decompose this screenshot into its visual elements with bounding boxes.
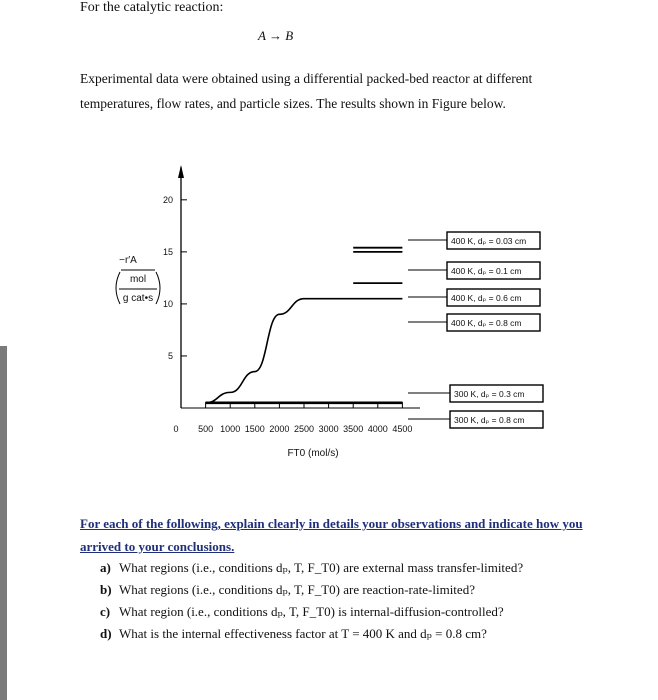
y-axis-rate-label: −r′A	[119, 255, 137, 266]
question-b	[100, 582, 475, 598]
problem-title: For the catalytic reaction:	[80, 0, 224, 15]
legend-entry: 300 K, dₚ = 0.8 cm	[454, 415, 525, 425]
question-a	[100, 560, 523, 576]
x-axis-label: FT0 (mol/s)	[287, 448, 339, 459]
question-b-label: b)	[100, 582, 112, 597]
question-d-text: What is the internal effectiveness factor at T = 400 K and dₚ = 0.8 cm?	[119, 626, 487, 641]
y-axis-units-numerator: mol	[129, 274, 147, 285]
legend-entry: 400 K, dₚ = 0.8 cm	[451, 318, 522, 328]
question-d-label: d)	[100, 626, 112, 641]
x-tick-label: 4000	[367, 424, 388, 434]
x-tick-label: 3000	[318, 424, 339, 434]
legend-entry: 400 K, dₚ = 0.03 cm	[451, 236, 527, 246]
reaction-equation: A → B	[258, 28, 294, 43]
question-c-label: c)	[100, 604, 111, 619]
x-tick-label: 2000	[269, 424, 290, 434]
x-tick-label: 500	[198, 424, 214, 434]
y-axis-arrow	[178, 165, 184, 178]
instruction-line-1: For each of the following, explain clearly in details your observations and indicate how you	[80, 516, 583, 531]
x-tick-label: 3500	[343, 424, 364, 434]
legend-entry: 300 K, dₚ = 0.3 cm	[454, 389, 525, 399]
x-tick-label: 1000	[220, 424, 241, 434]
instruction-line-2: arrived to your conclusions.	[80, 539, 235, 554]
y-tick-label: 10	[162, 298, 173, 309]
question-d	[100, 626, 487, 642]
x-tick-label: 2500	[293, 424, 315, 434]
x-tick-label: 1500	[244, 424, 265, 434]
question-a-text: What regions (i.e., conditions dₚ, T, F_T0) are external mass transfer-limited?	[119, 560, 524, 575]
y-axis-units-denominator: g cat•s	[122, 293, 154, 304]
y-tick-label: 20	[162, 194, 173, 205]
series-line-4	[206, 299, 403, 403]
question-c	[100, 604, 504, 620]
right-paren	[156, 272, 160, 304]
left-paren	[116, 272, 120, 304]
intro-line-1: Experimental data were obtained using a differential packed-bed reactor at different	[80, 71, 533, 86]
x-tick-label: 4500	[392, 424, 413, 434]
y-tick-label: 5	[167, 350, 173, 361]
question-a-label: a)	[100, 560, 111, 575]
intro-line-2: temperatures, flow rates, and particle sizes. The results shown in Figure below.	[80, 96, 506, 111]
y-tick-label: 15	[162, 246, 173, 257]
legend-entry: 400 K, dₚ = 0.1 cm	[451, 266, 522, 276]
legend-entry: 400 K, dₚ = 0.6 cm	[451, 293, 522, 303]
x-tick-label: 0	[173, 424, 179, 434]
question-c-text: What region (i.e., conditions dₚ, T, F_T0) is internal-diffusion-controlled?	[119, 604, 504, 619]
question-b-text: What regions (i.e., conditions dₚ, T, F_T0) are reaction-rate-limited?	[119, 582, 475, 597]
